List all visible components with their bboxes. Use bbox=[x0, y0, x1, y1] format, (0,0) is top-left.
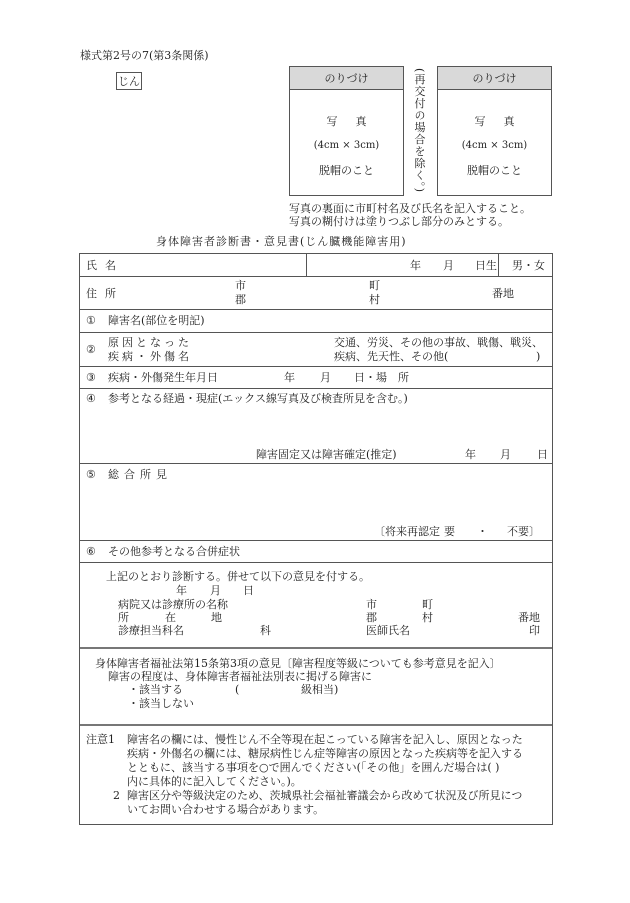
onset-place: 所 bbox=[398, 371, 409, 384]
note-2-label: 2 bbox=[113, 789, 120, 802]
address-row[interactable] bbox=[80, 277, 552, 310]
photo-hat-note: 脱帽のこと bbox=[319, 164, 374, 177]
name-label: 氏名 bbox=[86, 259, 124, 272]
photo-box-1 bbox=[289, 66, 404, 196]
opinion-grade-open: ( bbox=[235, 683, 240, 696]
item-label: 総合所見 bbox=[108, 468, 172, 481]
birth-day: 日生 bbox=[475, 259, 497, 272]
item-label-line1: 原因となった bbox=[108, 336, 192, 349]
dept-label: 診療担当科名 bbox=[118, 624, 184, 637]
diagnosis-block bbox=[80, 563, 552, 649]
reissue-note: (再交付の場合を除く。) bbox=[413, 68, 426, 194]
photo-box-header: のりづけ bbox=[290, 67, 403, 90]
item-label: 障害名(部位を明記) bbox=[108, 314, 205, 327]
item-5-overall-findings[interactable] bbox=[80, 464, 552, 541]
onset-month: 月 bbox=[320, 371, 331, 384]
recert-label: 〔将来再認定 bbox=[374, 525, 440, 538]
hospital-label: 病院又は診療所の名称 bbox=[118, 598, 228, 611]
notes-block bbox=[80, 726, 552, 824]
document-title: 身体障害者診断書・意見書(じん臓機能障害用) bbox=[156, 235, 407, 248]
photo-label: 写真 bbox=[474, 115, 533, 128]
seal-label: 印 bbox=[529, 624, 540, 637]
item-2-cause[interactable] bbox=[80, 333, 552, 367]
opinion-applicable[interactable]: ・該当する bbox=[128, 683, 183, 696]
photo-hat-note: 脱帽のこと bbox=[467, 164, 522, 177]
cause-options-line1[interactable]: 交通、労災、その他の事故、戦傷、戦災、 bbox=[334, 336, 543, 349]
item-label-line2: 疾病・外傷名 bbox=[108, 350, 192, 363]
item-label: 疾病・外傷発生年月日 bbox=[108, 371, 218, 384]
note-1-line: 疾病・外傷名の欄には、糖尿病性じん症等障害の原因となった疾病等を記入する bbox=[127, 747, 523, 760]
hospital-village: 村 bbox=[422, 611, 433, 624]
opinion-line: 障害の程度は、身体障害者福祉法別表に掲げる障害に bbox=[108, 670, 372, 683]
fixed-day: 日 bbox=[537, 448, 548, 461]
diagnosis-year: 年 bbox=[176, 584, 187, 597]
recert-dot: ・ bbox=[477, 525, 488, 538]
photo-box-header: のりづけ bbox=[438, 67, 551, 90]
banchi-label: 番地 bbox=[492, 287, 514, 300]
photo-box-2 bbox=[437, 66, 552, 196]
note-1-line: 内に具体的に記入してください。)。 bbox=[127, 775, 302, 788]
item-number: ⑥ bbox=[86, 545, 96, 558]
address-label: 住所 bbox=[86, 287, 124, 300]
recert-no[interactable]: 不要〕 bbox=[507, 525, 540, 538]
item-number: ② bbox=[86, 343, 96, 356]
doctor-label: 医師氏名 bbox=[366, 624, 410, 637]
county-label: 郡 bbox=[235, 293, 246, 306]
item-4-history[interactable] bbox=[80, 389, 552, 464]
city-label: 市 bbox=[235, 279, 246, 292]
category-stamp: じん bbox=[116, 72, 142, 90]
cause-options-line2[interactable]: 疾病、先天性、その他( bbox=[334, 350, 449, 363]
photo-size: (4cm × 3cm) bbox=[313, 140, 380, 151]
form-id: 様式第2号の7(第3条関係) bbox=[80, 49, 209, 62]
form-table bbox=[79, 253, 553, 825]
fixed-month: 月 bbox=[500, 448, 511, 461]
photo-size: (4cm × 3cm) bbox=[461, 140, 528, 151]
note-2-line: 障害区分や等級決定のため、茨城県社会福祉審議会から改めて状況及び所見につ bbox=[127, 789, 523, 802]
hospital-city: 市 bbox=[366, 598, 377, 611]
opinion-grade: 級相当) bbox=[301, 683, 339, 696]
onset-year: 年 bbox=[284, 371, 295, 384]
note-1-line: 障害名の欄には、慢性じん不全等現在起こっている障害を記入し、原因となった bbox=[127, 733, 523, 746]
location-label-2: 在 bbox=[165, 611, 176, 624]
note-1-label: 注意1 bbox=[86, 733, 115, 746]
diagnosis-month: 月 bbox=[210, 584, 221, 597]
hospital-banchi: 番地 bbox=[518, 611, 540, 624]
location-label-1: 所 bbox=[118, 611, 129, 624]
note-2-line: いてお問い合わせする場合があります。 bbox=[127, 803, 325, 816]
dept-suffix: 科 bbox=[260, 624, 271, 637]
sex-choice[interactable]: 男・女 bbox=[512, 259, 545, 272]
opinion-not-applicable[interactable]: ・該当しない bbox=[128, 697, 194, 710]
diagnosis-statement: 上記のとおり診断する。併せて以下の意見を付する。 bbox=[106, 570, 370, 583]
photo-note-1: 写真の裏面に市町村名及び氏名を記入すること。 bbox=[289, 202, 531, 215]
cause-options-close: ) bbox=[536, 350, 541, 363]
item-1-disability-name[interactable] bbox=[80, 310, 552, 333]
item-3-onset-date[interactable] bbox=[80, 367, 552, 389]
birth-year: 年 bbox=[410, 259, 421, 272]
name-row[interactable] bbox=[80, 254, 552, 277]
opinion-heading: 身体障害者福祉法第15条第3項の意見〔障害程度等級についても参考意見を記入〕 bbox=[95, 657, 501, 670]
photo-label: 写真 bbox=[326, 115, 385, 128]
recert-yes[interactable]: 要 bbox=[444, 525, 455, 538]
hospital-town: 町 bbox=[422, 598, 433, 611]
item-number: ① bbox=[86, 314, 96, 327]
birth-month: 月 bbox=[443, 259, 454, 272]
village-label: 村 bbox=[369, 293, 380, 306]
diagnosis-day: 日 bbox=[243, 584, 254, 597]
item-number: ⑤ bbox=[86, 468, 96, 481]
town-label: 町 bbox=[369, 279, 380, 292]
fixed-date-label: 障害固定又は障害確定(推定) bbox=[256, 448, 397, 461]
item-6-complications[interactable] bbox=[80, 541, 552, 563]
item-number: ③ bbox=[86, 371, 96, 384]
photo-note-2: 写真の糊付けは塗りつぶし部分のみとする。 bbox=[289, 215, 509, 228]
item-label: 参考となる経過・現症(エックス線写真及び検査所見を含む。) bbox=[108, 392, 408, 405]
fixed-year: 年 bbox=[465, 448, 476, 461]
note-1-line: とともに、該当する事項を○で囲んでください(「その他」を囲んだ場合は( ) bbox=[127, 761, 500, 774]
item-number: ④ bbox=[86, 392, 96, 405]
location-label-3: 地 bbox=[211, 611, 222, 624]
item-label: その他参考となる合併症状 bbox=[108, 545, 240, 558]
onset-day-place: 日・場 bbox=[354, 371, 387, 384]
opinion-block bbox=[80, 649, 552, 726]
hospital-county: 郡 bbox=[366, 611, 377, 624]
